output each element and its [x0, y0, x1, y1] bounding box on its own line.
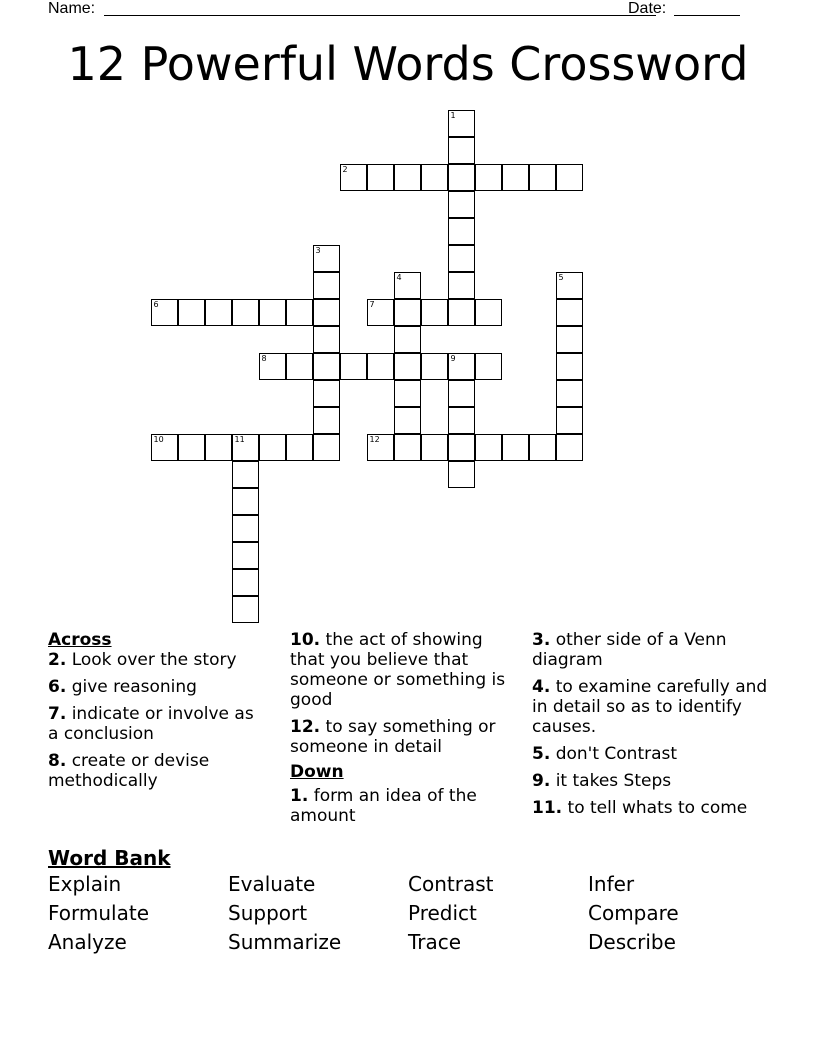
grid-cell[interactable] [232, 542, 259, 569]
clue-down-1 [290, 786, 522, 826]
grid-cell-1[interactable] [448, 110, 475, 137]
clues-column-2 [290, 630, 522, 833]
clue-number: 5. [532, 744, 551, 764]
grid-cell[interactable] [394, 353, 421, 380]
cell-number: 10 [153, 434, 164, 444]
grid-cell[interactable] [448, 461, 475, 488]
grid-cell[interactable] [205, 299, 232, 326]
grid-cell[interactable] [259, 434, 286, 461]
grid-cell[interactable] [394, 326, 421, 353]
clue-down-9 [532, 771, 772, 791]
grid-cell[interactable] [178, 299, 205, 326]
grid-cell[interactable] [394, 164, 421, 191]
cell-number: 8 [261, 353, 267, 363]
grid-cell[interactable] [286, 299, 313, 326]
cell-number: 1 [450, 110, 456, 120]
clue-number: 2. [48, 650, 67, 670]
clue-across-10 [290, 630, 522, 710]
grid-cell[interactable] [448, 299, 475, 326]
clue-down-3 [532, 630, 772, 670]
grid-cell-4[interactable] [394, 272, 421, 299]
grid-cell[interactable] [178, 434, 205, 461]
grid-cell[interactable] [394, 380, 421, 407]
clue-across-6 [48, 677, 263, 697]
clue-text: give reasoning [71, 677, 197, 697]
grid-cell[interactable] [232, 569, 259, 596]
clue-across-7 [48, 704, 263, 744]
word-bank-item: Explain [48, 872, 122, 896]
grid-cell[interactable] [421, 164, 448, 191]
grid-cell[interactable] [340, 353, 367, 380]
clues-column-1 [48, 630, 263, 798]
word-bank-list [48, 872, 768, 954]
clue-text: to tell whats to come [567, 798, 748, 818]
across-heading: Across [48, 630, 112, 650]
grid-cell[interactable] [529, 434, 556, 461]
clue-down-4 [532, 677, 772, 737]
grid-cell[interactable] [475, 353, 502, 380]
grid-cell[interactable] [556, 164, 583, 191]
cell-number: 12 [369, 434, 380, 444]
word-bank-item: Compare [588, 901, 679, 925]
grid-cell-5[interactable] [556, 272, 583, 299]
word-bank-item: Contrast [408, 872, 494, 896]
grid-cell[interactable] [232, 488, 259, 515]
grid-cell[interactable] [232, 461, 259, 488]
clue-text: other side of a Venn diagram [532, 630, 727, 670]
grid-cell[interactable] [313, 326, 340, 353]
clue-text: to say something or someone in detail [290, 717, 496, 757]
clue-number: 8. [48, 751, 67, 771]
grid-cell-11[interactable] [232, 434, 259, 461]
clue-text: Look over the story [71, 650, 237, 670]
grid-cell[interactable] [475, 299, 502, 326]
grid-cell[interactable] [448, 407, 475, 434]
name-label: Name: [48, 0, 96, 17]
word-bank-item: Summarize [228, 930, 342, 954]
grid-cell[interactable] [502, 164, 529, 191]
grid-cell[interactable] [448, 218, 475, 245]
down-heading: Down [290, 762, 344, 782]
grid-cell[interactable] [529, 164, 556, 191]
grid-cell[interactable] [394, 407, 421, 434]
grid-cell-9[interactable] [448, 353, 475, 380]
word-bank [48, 846, 768, 954]
clue-number: 7. [48, 704, 67, 724]
word-bank-item: Describe [588, 930, 676, 954]
word-bank-item: Evaluate [228, 872, 316, 896]
grid-cell[interactable] [394, 299, 421, 326]
grid-cell[interactable] [421, 353, 448, 380]
grid-cell[interactable] [556, 407, 583, 434]
grid-cell-7[interactable] [367, 299, 394, 326]
word-bank-item: Analyze [48, 930, 127, 954]
cell-number: 6 [153, 299, 159, 309]
grid-cell[interactable] [448, 245, 475, 272]
clue-text: indicate or involve as a conclusion [48, 704, 254, 744]
grid-cell[interactable] [394, 434, 421, 461]
grid-cell[interactable] [448, 137, 475, 164]
grid-cell[interactable] [421, 434, 448, 461]
word-bank-item: Infer [588, 872, 635, 896]
clue-text: it takes Steps [555, 771, 672, 791]
grid-cell[interactable] [448, 272, 475, 299]
grid-cell-10[interactable] [151, 434, 178, 461]
grid-cell[interactable] [232, 515, 259, 542]
clue-across-12 [290, 717, 522, 757]
clue-text: form an idea of the amount [290, 786, 477, 826]
word-bank-title: Word Bank [48, 846, 171, 870]
clue-number: 12. [290, 717, 321, 737]
grid-cell-12[interactable] [367, 434, 394, 461]
cell-number: 3 [315, 245, 321, 255]
cell-number: 2 [342, 164, 348, 174]
cell-number: 5 [558, 272, 564, 282]
grid-cell-3[interactable] [313, 245, 340, 272]
date-label: Date: [628, 0, 667, 17]
grid-cell[interactable] [475, 434, 502, 461]
grid-cell-6[interactable] [151, 299, 178, 326]
word-bank-item: Trace [408, 930, 462, 954]
grid-cell[interactable] [556, 353, 583, 380]
grid-cell[interactable] [448, 191, 475, 218]
clue-text: create or devise methodically [48, 751, 210, 791]
word-bank-item: Predict [408, 901, 477, 925]
grid-cell-8[interactable] [259, 353, 286, 380]
word-bank-item: Support [228, 901, 308, 925]
cell-number: 11 [234, 434, 245, 444]
grid-cell[interactable] [556, 380, 583, 407]
grid-cell[interactable] [286, 353, 313, 380]
grid-cell[interactable] [313, 353, 340, 380]
clue-text: to examine carefully and in detail so as to identify causes. [532, 677, 768, 737]
page-title: 12 Powerful Words Crossword [67, 37, 749, 91]
clue-down-5 [532, 744, 772, 764]
clue-number: 10. [290, 630, 321, 650]
grid-cell[interactable] [421, 299, 448, 326]
cell-number: 9 [450, 353, 456, 363]
grid-cell[interactable] [286, 434, 313, 461]
clue-number: 1. [290, 786, 309, 806]
grid-cell[interactable] [205, 434, 232, 461]
grid-cell[interactable] [313, 380, 340, 407]
grid-cell[interactable] [313, 434, 340, 461]
grid-cell[interactable] [556, 434, 583, 461]
clue-number: 3. [532, 630, 551, 650]
grid-cell[interactable] [556, 326, 583, 353]
grid-cell[interactable] [448, 434, 475, 461]
grid-cell[interactable] [232, 299, 259, 326]
clue-number: 4. [532, 677, 551, 697]
clue-number: 6. [48, 677, 67, 697]
grid-cell[interactable] [367, 353, 394, 380]
cell-number: 4 [396, 272, 402, 282]
word-bank-item: Formulate [48, 901, 150, 925]
grid-cell[interactable] [259, 299, 286, 326]
clue-text: don't Contrast [555, 744, 678, 764]
clue-number: 11. [532, 798, 563, 818]
grid-cell[interactable] [475, 164, 502, 191]
grid-cell[interactable] [313, 407, 340, 434]
grid-cell[interactable] [556, 299, 583, 326]
cell-number: 7 [369, 299, 375, 309]
clues-column-3 [532, 630, 772, 825]
clue-number: 9. [532, 771, 551, 791]
grid-cell[interactable] [448, 380, 475, 407]
clue-across-2 [48, 650, 263, 670]
grid-cell[interactable] [313, 272, 340, 299]
clue-across-8 [48, 751, 263, 791]
grid-cell[interactable] [313, 299, 340, 326]
grid-cell[interactable] [502, 434, 529, 461]
grid-cell[interactable] [367, 164, 394, 191]
clue-down-11 [532, 798, 772, 818]
clue-text: the act of showing that you believe that someone or something is good [290, 630, 506, 710]
grid-cell[interactable] [232, 596, 259, 623]
grid-cell-2[interactable] [340, 164, 367, 191]
grid-cell[interactable] [448, 164, 475, 191]
